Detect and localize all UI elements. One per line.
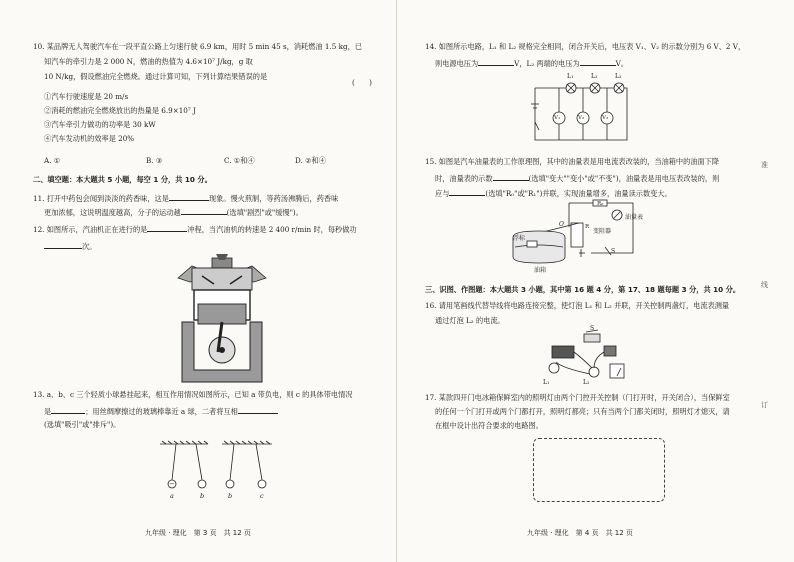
right-page-footer: 九年级 · 理化 第 4 页 共 12 页 xyxy=(527,529,633,537)
q10-answer-paren: ( ) xyxy=(352,78,372,87)
q15-label-r: R xyxy=(585,224,590,230)
margin-char-1: 准 xyxy=(761,161,768,169)
q10-line1: 10. 某品牌无人驾驶汽车在一段平直公路上匀速行驶 6.9 km，用时 5 min 45 s，消耗燃油 1.5 kg，已 xyxy=(33,42,362,51)
q16-line1: 16. 请用笔画线代替导线将电路连接完整，使灯泡 L₁ 和 L₂ 并联，开关控制两盏灯，电流表测量 xyxy=(425,301,730,310)
q14-line2: 则电源电压为 V，L₂ 两端的电压为 V。 xyxy=(435,59,628,68)
q14-lamp-l3-label: L₃ xyxy=(615,73,622,80)
q10-choice-b: B. ③ xyxy=(146,156,163,165)
q10-line3: 10 N/kg，假设燃油完全燃烧。通过计算可知，下列计算结果错误的是 xyxy=(44,72,268,81)
q15-label-float: 浮标 xyxy=(513,235,526,242)
q10-choice-a: A. ① xyxy=(44,156,61,165)
section3-heading: 三、识图、作图题：本大题共 3 小题，其中第 16 题 4 分，第 17、18 题每题 3 分，共 10 分。 xyxy=(425,285,741,294)
q17-line2: 的任何一个门打开或两个门都打开，照明灯都亮；只有当两个门都关闭时，照明灯才熄灭，请 xyxy=(435,407,730,416)
q14-lamp-l2-label: L₂ xyxy=(591,73,598,80)
q14-voltmeter-v1-label: V₁ xyxy=(554,115,561,121)
q15-label-tank: 油箱 xyxy=(534,267,547,274)
q17-answer-box[interactable] xyxy=(533,438,665,502)
q13-line1: 13. a、b、c 三个轻质小球悬挂起来，相互作用情况如图所示，已知 a 带负电，则 c 的具体带电情况 xyxy=(33,390,353,399)
q15-label-o: O xyxy=(559,221,564,228)
ball-b1-label: b xyxy=(200,492,205,500)
q14-line1: 14. 如图所示电路，L₁ 和 L₂ 规格完全相同，闭合开关后，电压表 V₁、V₂ 的示数分别为 6 V、2 V， xyxy=(425,42,746,51)
ball-c xyxy=(258,480,266,488)
ball-a-minus-sign: − xyxy=(169,480,175,488)
q15-line3: 应与 (选填"R₀"或"R₁")并联，实现油量增多，油量读示数变大。 xyxy=(435,189,672,198)
ball-a1-label: a xyxy=(170,492,174,500)
q12-line2: 次。 xyxy=(44,240,96,253)
q15-label-gauge: 油量表 xyxy=(625,214,644,221)
q10-choice-c: C. ①和④ xyxy=(224,156,255,165)
q10-option-1: ①汽车行驶速度是 20 m/s xyxy=(44,92,129,101)
q16-line2: 通过灯泡 L₂ 的电流。 xyxy=(435,316,505,325)
q15-label-s: S xyxy=(611,248,616,255)
q11-line2: 更加浓郁，这说明温度越高，分子的运动越 (选填"剧烈"或"缓慢")。 xyxy=(44,208,303,217)
q16-label-l2: L₂ xyxy=(583,379,590,386)
ball-b1 xyxy=(198,480,206,488)
section2-heading: 二、填空题：本大题共 5 小题，每空 1 分，共 10 分。 xyxy=(33,175,212,184)
q17-line1: 17. 某款四开门电冰箱保鲜室内的照明灯由两个门控开关控制（门打开时，开关闭合），当保鲜室 xyxy=(425,393,730,402)
q14-voltmeter-v3-label: V₃ xyxy=(602,115,609,121)
q14-lamp-l1-label: L₁ xyxy=(567,73,574,80)
q10-option-3: ③汽车牵引力做功的功率是 30 kW xyxy=(44,120,156,129)
q13-line1-continued: 是 ；用丝绸摩擦过的玻璃棒靠近 a 球，二者将互相 xyxy=(44,405,278,418)
q16-label-switch: S xyxy=(590,325,595,332)
q11-line1: 11. 打开中药包会闻到淡淡的药香味，这是 现象。慢火煎制，等药汤沸腾后，药香味 xyxy=(33,194,339,203)
q10-line2: 知汽车的牵引力是 2 000 N，燃油的热值为 4.6×10⁷ J/kg，g 取 xyxy=(44,57,253,66)
q12-line1: 12. 如图所示，汽油机正在进行的是 冲程，当汽油机的转速是 2 400 r/min 时，每秒做功 xyxy=(33,225,357,234)
right-page xyxy=(397,0,794,562)
q10-option-2: ②消耗的燃油完全燃烧放出的热量是 6.9×10⁷ J xyxy=(44,106,196,115)
q13-line3: (选填"吸引"或"排斥")。 xyxy=(44,420,121,429)
q17-line3: 在框中设计出符合要求的电路图。 xyxy=(435,421,543,430)
q10-option-4: ④汽车发动机的效率是 20% xyxy=(44,134,135,143)
q15-line1: 15. 如图是汽车油量表的工作原理图，其中的油量表是用电流表改装的，当油箱中的油面下降 xyxy=(425,157,720,166)
q15-line2: 时，油量表的示数 (选填"变大""变小"或"不变")，油量表是用电压表改装的，则 xyxy=(435,174,720,183)
ball-b2-label: b xyxy=(228,492,233,500)
q16-label-l1: L₁ xyxy=(543,379,550,386)
q15-label-rheostat: 变阻器 xyxy=(593,228,612,235)
ball-c-label: c xyxy=(260,492,264,500)
q15-label-r0: R₀ xyxy=(597,201,604,207)
margin-char-3: 订 xyxy=(761,401,768,409)
ball-b2 xyxy=(226,480,234,488)
q10-choice-d: D. ②和④ xyxy=(295,156,326,165)
left-page-footer: 九年级 · 理化 第 3 页 共 12 页 xyxy=(145,529,251,537)
q15-fuel-gauge-diagram xyxy=(509,197,649,267)
q14-voltmeter-v2-label: V₂ xyxy=(578,115,585,121)
engine-cylinder-diagram xyxy=(172,252,272,387)
margin-char-2: 线 xyxy=(761,281,768,289)
